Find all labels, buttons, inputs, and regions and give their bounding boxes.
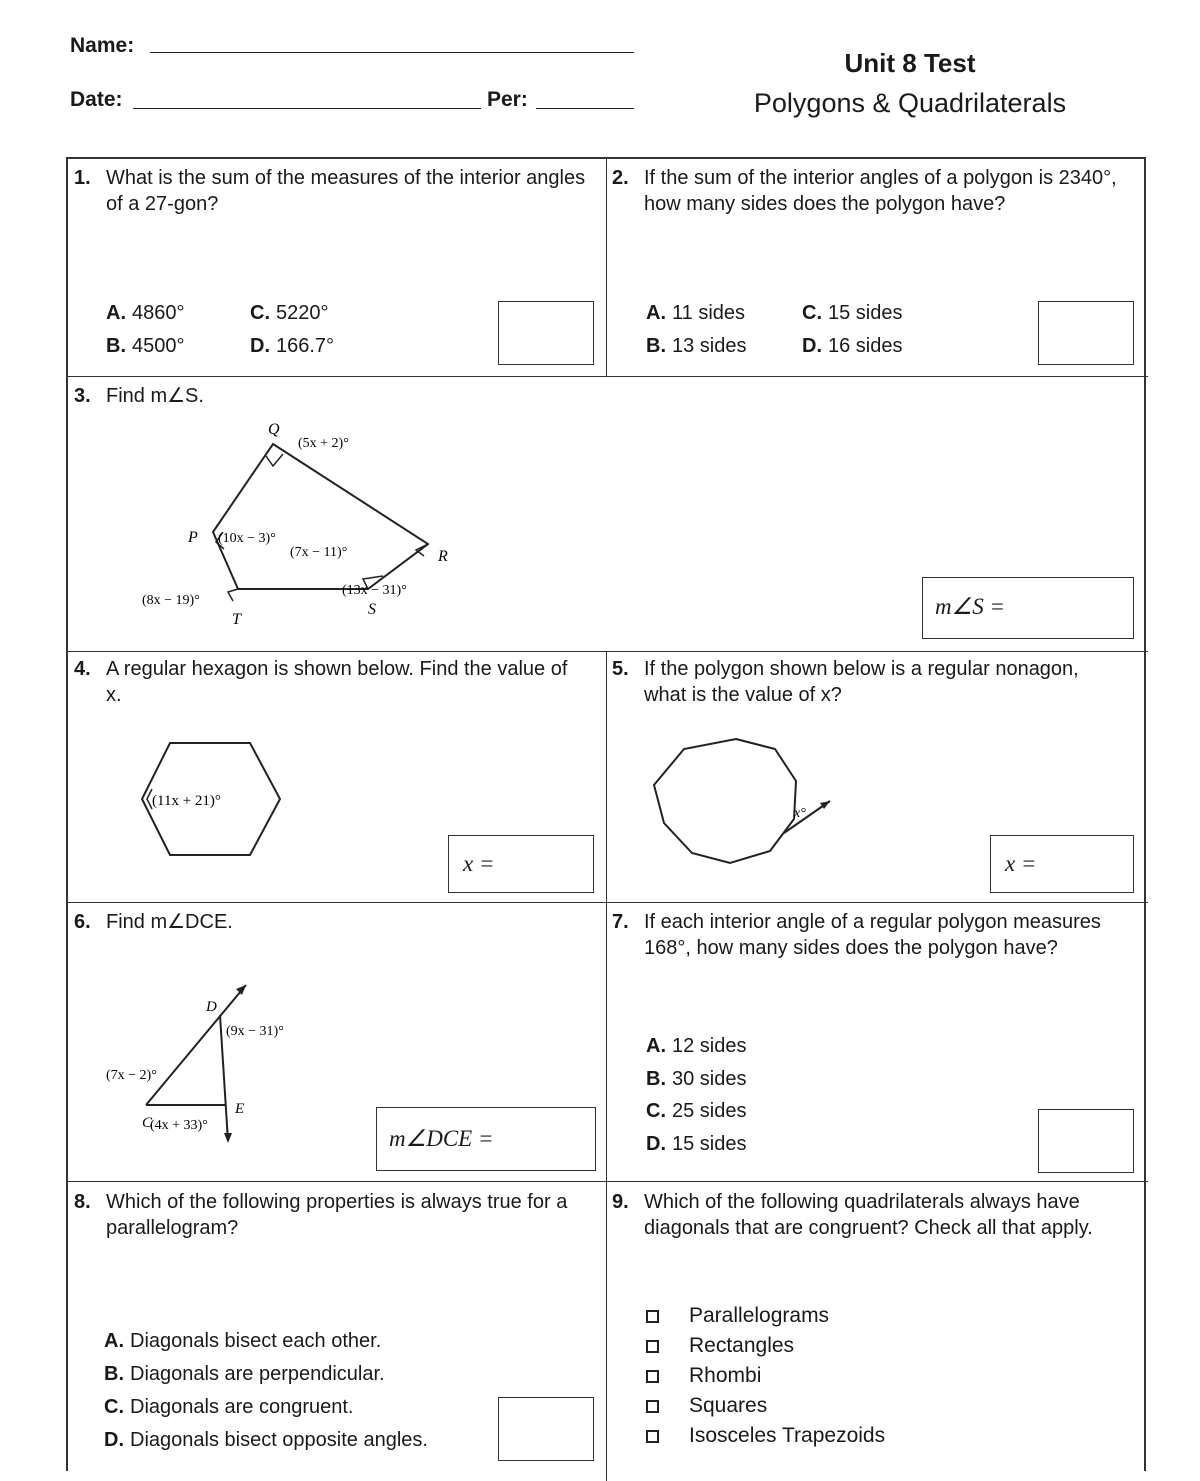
option-d[interactable]: D. Diagonals bisect opposite angles.	[104, 1429, 428, 1451]
checkbox-isosceles-trapezoids[interactable]: Isosceles Trapezoids	[646, 1424, 885, 1448]
vertex-label: T	[232, 611, 241, 628]
test-title: Unit 8 Test	[844, 48, 976, 78]
option-c[interactable]: C. Diagonals are congruent.	[104, 1396, 354, 1418]
angle-label: (13x − 31)°	[342, 583, 407, 598]
option-a[interactable]: A. 11 sides	[646, 302, 746, 324]
answer-box[interactable]: m∠S =	[922, 577, 1134, 639]
vertex-label: S	[368, 601, 376, 618]
question-text: Find m∠DCE.	[106, 911, 233, 933]
question-number: 4.	[74, 658, 91, 680]
period-label: Per:	[487, 88, 528, 111]
checkbox-icon	[646, 1310, 659, 1323]
checkbox-rectangles[interactable]: Rectangles	[646, 1334, 794, 1358]
vertex-label: D	[206, 999, 217, 1015]
row-divider	[68, 1181, 1148, 1182]
option-c[interactable]: C. 15 sides	[802, 302, 903, 324]
option-b[interactable]: B. 30 sides	[646, 1068, 747, 1090]
answer-box[interactable]: x =	[990, 835, 1134, 893]
question-text: If each interior angle of a regular polygon measures 168°, how many sides does the polygon have?	[644, 911, 1101, 959]
angle-label: (5x + 2)°	[298, 436, 349, 451]
vertex-label: E	[235, 1101, 245, 1117]
question-text: A regular hexagon is shown below. Find the value of x.	[106, 658, 568, 706]
vertex-label: R	[438, 548, 448, 565]
test-subtitle: Polygons & Quadrilaterals	[753, 88, 1067, 118]
question-number: 9.	[612, 1191, 629, 1213]
angle-label: (4x + 33)°	[150, 1118, 208, 1133]
option-d[interactable]: D. 166.7°	[250, 335, 335, 357]
answer-box[interactable]	[498, 1397, 594, 1461]
option-c[interactable]: C. 5220°	[250, 302, 329, 324]
option-a[interactable]: A. Diagonals bisect each other.	[104, 1330, 382, 1352]
hexagon-figure	[138, 737, 288, 865]
angle-label: (10x − 3)°	[218, 531, 276, 546]
row-divider	[68, 902, 1148, 903]
name-label: Name:	[70, 34, 135, 57]
answer-box[interactable]	[1038, 1109, 1134, 1173]
option-d[interactable]: D. 15 sides	[646, 1133, 747, 1155]
question-text: Which of the following quadrilaterals always have diagonals that are congruent? Check all that apply.	[644, 1191, 1093, 1239]
vertex-label: P	[188, 529, 198, 546]
vertex-label: C	[142, 1115, 153, 1131]
question-text: Find m∠S.	[106, 385, 204, 407]
question-text: If the polygon shown below is a regular nonagon, what is the value of x?	[644, 658, 1079, 706]
row-divider	[68, 651, 1148, 652]
answer-box[interactable]: m∠DCE =	[376, 1107, 596, 1171]
name-field[interactable]	[150, 52, 634, 53]
option-a[interactable]: A. 4860°	[106, 302, 185, 324]
row-divider	[68, 376, 1148, 377]
option-a[interactable]: A. 12 sides	[646, 1035, 747, 1057]
vertex-label: Q	[268, 421, 280, 438]
answer-box[interactable]: x =	[448, 835, 594, 893]
angle-label: (9x − 31)°	[226, 1024, 284, 1039]
question-grid	[66, 157, 1146, 1471]
angle-label: (8x − 19)°	[142, 593, 200, 608]
question-number: 5.	[612, 658, 629, 680]
date-label: Date:	[70, 88, 123, 111]
checkbox-squares[interactable]: Squares	[646, 1394, 767, 1418]
option-b[interactable]: B. 13 sides	[646, 335, 747, 357]
question-number: 2.	[612, 167, 629, 189]
question-text: What is the sum of the measures of the interior angles of a 27-gon?	[106, 167, 586, 215]
checkbox-icon	[646, 1400, 659, 1413]
angle-label: x°	[794, 806, 806, 821]
checkbox-parallelograms[interactable]: Parallelograms	[646, 1304, 829, 1328]
question-text: Which of the following properties is always true for a parallelogram?	[106, 1191, 568, 1239]
answer-box[interactable]	[498, 301, 594, 365]
checkbox-rhombi[interactable]: Rhombi	[646, 1364, 761, 1388]
option-c[interactable]: C. 25 sides	[646, 1100, 747, 1122]
col-divider	[606, 159, 607, 377]
question-number: 6.	[74, 911, 91, 933]
angle-label: (11x + 21)°	[152, 793, 221, 809]
question-number: 7.	[612, 911, 629, 933]
question-text: If the sum of the interior angles of a polygon is 2340°, how many sides does the polygon have?	[644, 167, 1117, 215]
question-number: 3.	[74, 385, 91, 407]
date-field[interactable]	[133, 108, 481, 109]
period-field[interactable]	[536, 108, 634, 109]
checkbox-icon	[646, 1340, 659, 1353]
checkbox-icon	[646, 1430, 659, 1443]
option-b[interactable]: B. Diagonals are perpendicular.	[104, 1363, 385, 1385]
option-b[interactable]: B. 4500°	[106, 335, 185, 357]
answer-box[interactable]	[1038, 301, 1134, 365]
angle-label: (7x − 11)°	[290, 545, 348, 560]
triangle-figure	[98, 977, 338, 1149]
pentagon-figure	[128, 414, 448, 634]
checkbox-icon	[646, 1370, 659, 1383]
question-number: 1.	[74, 167, 91, 189]
question-number: 8.	[74, 1191, 91, 1213]
nonagon-figure	[648, 731, 848, 879]
option-d[interactable]: D. 16 sides	[802, 335, 903, 357]
angle-label: (7x − 2)°	[106, 1068, 157, 1083]
col-divider	[606, 651, 607, 1481]
